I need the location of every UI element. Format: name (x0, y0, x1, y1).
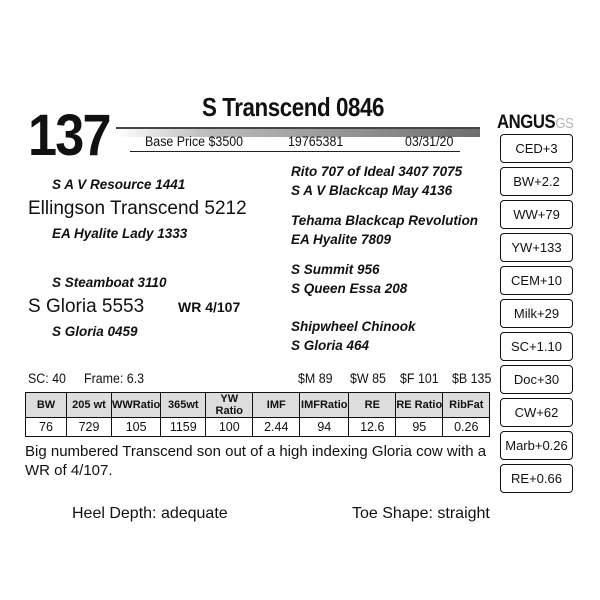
breed-logo-main: ANGUS (497, 112, 556, 133)
dam-sire-sire: S Summit 956 (291, 262, 380, 277)
header-imfratio: IMFRatio (300, 393, 349, 418)
dam-dam: S Gloria 0459 (52, 324, 138, 339)
header-reratio: RE Ratio (396, 393, 443, 418)
sire-dam-sire: Tehama Blackcap Revolution (291, 213, 479, 228)
performance-value-row (26, 418, 490, 437)
header-wwratio: WWRatio (112, 393, 161, 418)
value-wwratio: 105 (112, 418, 161, 437)
scrotal-circumference: SC: 40 (28, 371, 66, 386)
epd-cem: CEM+10 (500, 266, 573, 295)
epd-marb: Marb+0.26 (500, 431, 573, 460)
epd-sc: SC+1.10 (500, 332, 573, 361)
epd-cw: CW+62 (500, 398, 573, 427)
info-underline (130, 151, 460, 152)
dam-dam-dam: S Gloria 464 (291, 338, 370, 353)
value-imfratio: 94 (300, 418, 349, 437)
epd-re: RE+0.66 (500, 464, 573, 493)
title-underline-line (116, 127, 480, 129)
epd-column (500, 134, 573, 497)
base-price: Base Price $3500 (145, 134, 244, 149)
value-ribfat: 0.26 (443, 418, 490, 437)
dam-dam-sire: Shipwheel Chinook (291, 319, 416, 334)
index-w: $W 85 (350, 371, 386, 386)
sire-sire-sire: Rito 707 of Ideal 3407 7075 (291, 164, 463, 179)
breed-logo (497, 112, 573, 134)
epd-ww: WW+79 (500, 200, 573, 229)
breed-logo-suffix: GS (555, 115, 574, 132)
sire-dam: EA Hyalite Lady 1333 (52, 226, 188, 241)
performance-header-row (26, 393, 490, 418)
description: Big numbered Transcend son out of a high indexing Gloria cow with a WR of 4/107. (25, 443, 487, 479)
value-bw: 76 (26, 418, 67, 437)
value-reratio: 95 (396, 418, 443, 437)
epd-bw: BW+2.2 (500, 167, 573, 196)
index-f: $F 101 (400, 371, 439, 386)
value-365wt: 1159 (161, 418, 206, 437)
header-bw: BW (26, 393, 67, 418)
sire-sire: S A V Resource 1441 (52, 177, 186, 192)
animal-name: S Transcend 0846 (202, 92, 385, 122)
registration-number: 19765381 (288, 134, 344, 149)
value-205wt: 729 (67, 418, 112, 437)
lot-number: 137 (28, 103, 110, 168)
value-imf: 2.44 (253, 418, 300, 437)
dam-sire-dam: S Queen Essa 208 (291, 281, 408, 296)
header-imf: IMF (253, 393, 300, 418)
value-re: 12.6 (349, 418, 396, 437)
header-365wt: 365wt (161, 393, 206, 418)
epd-ced: CED+3 (500, 134, 573, 163)
epd-milk: Milk+29 (500, 299, 573, 328)
index-m: $M 89 (298, 371, 333, 386)
header-re: RE (349, 393, 396, 418)
toe-shape: Toe Shape: straight (352, 505, 490, 522)
sire-sire-dam: S A V Blackcap May 4136 (291, 183, 453, 198)
dam-wr: WR 4/107 (178, 299, 241, 315)
frame-score: Frame: 6.3 (84, 371, 145, 386)
heel-depth: Heel Depth: adequate (72, 505, 228, 522)
performance-table (25, 392, 490, 437)
value-ywratio: 100 (206, 418, 253, 437)
header-205wt: 205 wt (67, 393, 112, 418)
index-b: $B 135 (452, 371, 492, 386)
sire-dam-dam: EA Hyalite 7809 (291, 232, 392, 247)
dam-sire: S Steamboat 3110 (52, 275, 167, 290)
sire: Ellingson Transcend 5212 (28, 198, 247, 219)
header-ywratio: YW Ratio (206, 393, 253, 418)
dam: S Gloria 5553 (28, 296, 145, 317)
epd-doc: Doc+30 (500, 365, 573, 394)
epd-yw: YW+133 (500, 233, 573, 262)
header-ribfat: RibFat (443, 393, 490, 418)
birth-date: 03/31/20 (405, 134, 454, 149)
